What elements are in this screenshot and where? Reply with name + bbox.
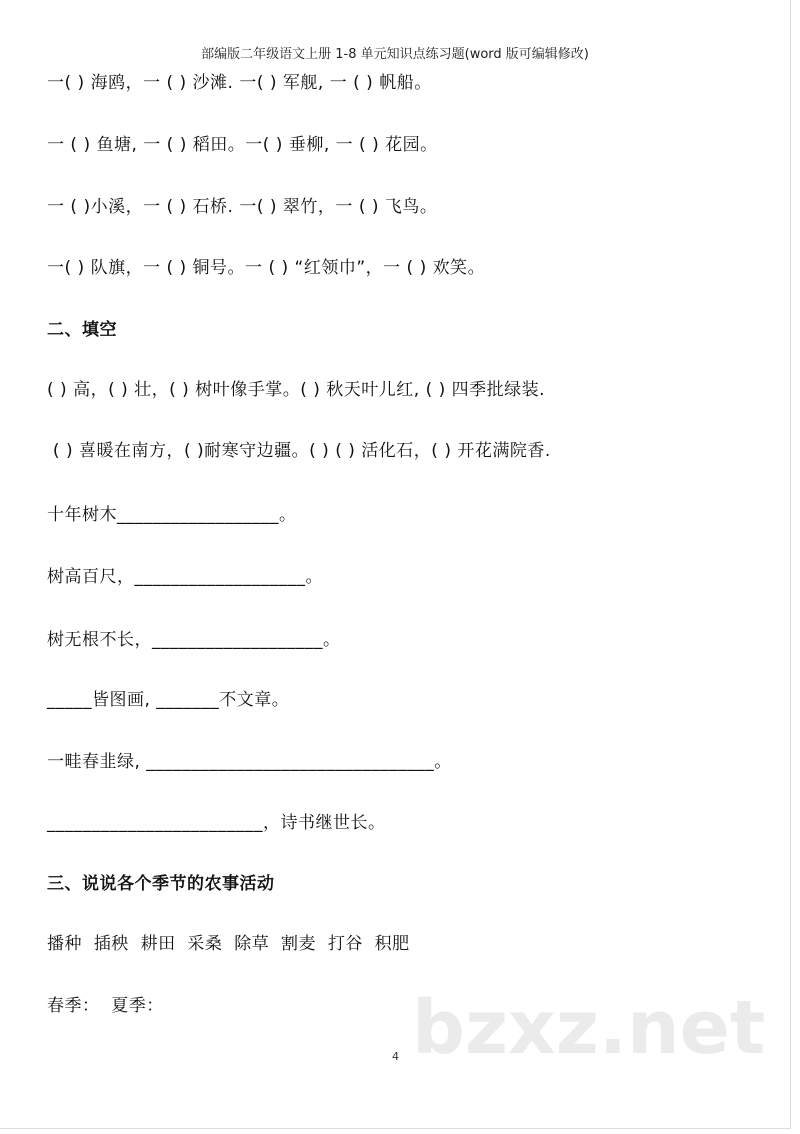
fill-line: 一畦春韭绿, ________________________________。 [47,752,452,772]
exercise-line: 一( ) 海鸥，一 ( ) 沙滩. 一( ) 军舰, 一 ( ) 帆船。 [47,73,432,93]
page-header: 部编版二年级语文上册 1-8 单元知识点练习题(word 版可编辑修改) [201,47,589,62]
exercise-line: 一 ( )小溪，一 ( ) 石桥. 一( ) 翠竹，一 ( ) 飞鸟。 [47,197,438,217]
watermark: bzxz.net [412,985,766,1071]
exercise-line: 一( ) 队旗，一 ( ) 铜号。一 ( ) “红领巾”，一 ( ) 欢笑。 [47,258,486,278]
fill-line: ( ) 高，( ) 壮，( ) 树叶像手掌。( ) 秋天叶儿红, ( ) 四季批绿装. [47,380,546,400]
word-list: 播种 插秧 耕田 采桑 除草 割麦 打谷 积肥 [47,934,410,954]
exercise-line: 一 ( ) 鱼塘, 一 ( ) 稻田。一( ) 垂柳, 一 ( ) 花园。 [47,135,438,155]
section-heading: 二、填空 [47,320,117,340]
section-heading: 三、说说各个季节的农事活动 [47,874,275,894]
fill-line: 树高百尺，___________________。 [47,567,323,587]
fill-line: 十年树木__________________。 [47,505,297,525]
fill-line: ________________________，诗书继世长。 [47,813,386,833]
fill-line: _____皆图画, _______不文章。 [47,690,290,710]
season-labels: 春季： 夏季： [47,996,164,1016]
fill-line: 树无根不长，___________________。 [47,630,341,650]
fill-line: ( ) 喜暖在南方，( )耐寒守边疆。( ) ( ) 活化石，( ) 开花满院香. [47,441,551,461]
page-number: 4 [392,1050,399,1063]
